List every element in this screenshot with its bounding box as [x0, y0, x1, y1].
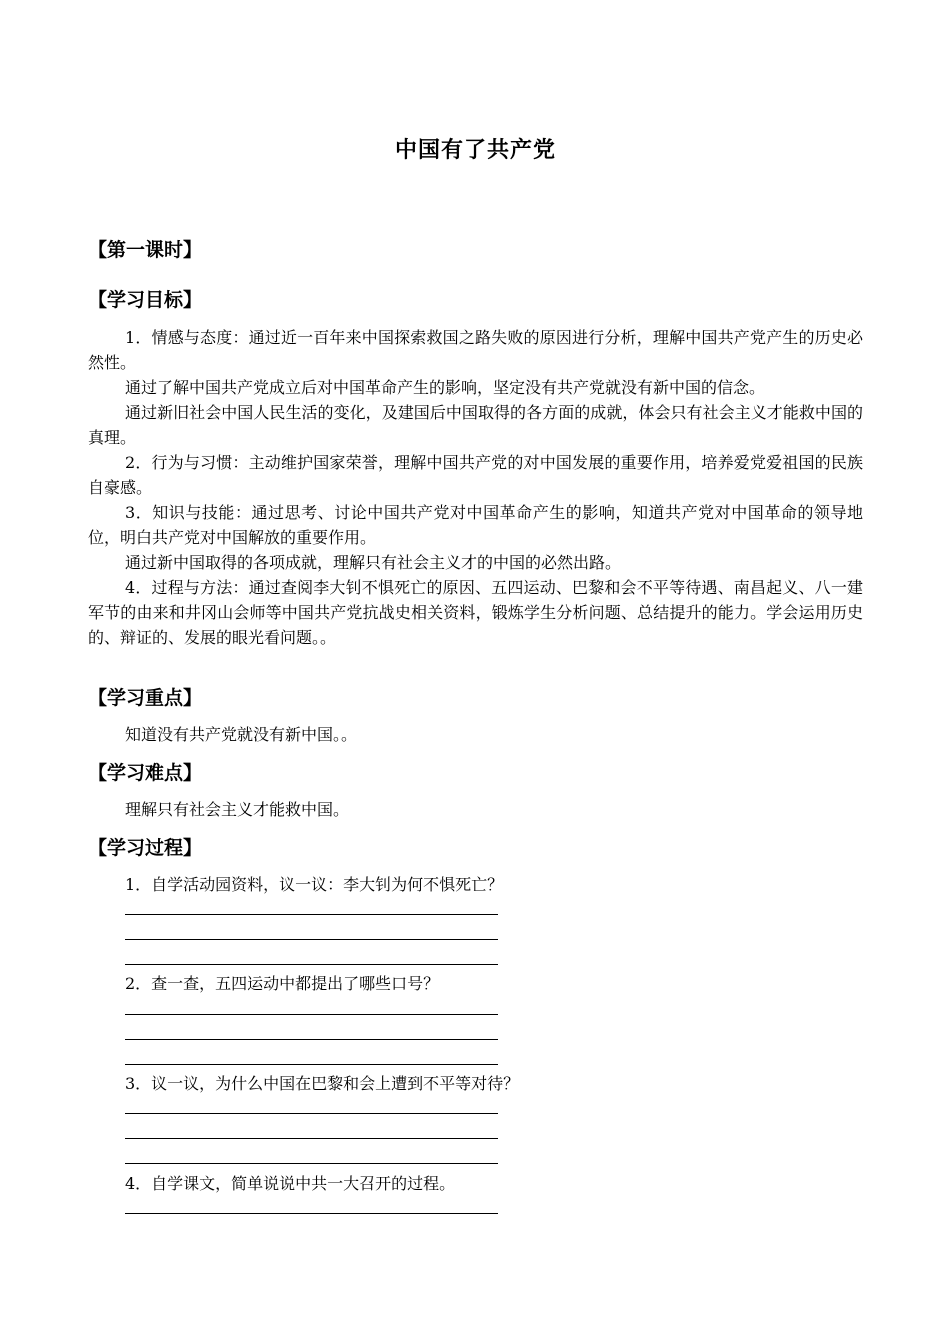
- answer-line[interactable]: [125, 1014, 498, 1015]
- answer-line[interactable]: [125, 1064, 498, 1065]
- objective-paragraph: 1．情感与态度：通过近一百年来中国探索救国之路失败的原因进行分析，理解中国共产党产生的历史必然性。: [88, 328, 863, 372]
- process-heading: 【学习过程】: [88, 837, 203, 859]
- objectives-section: [88, 325, 863, 650]
- objective-paragraph: 通过新中国取得的各项成就，理解只有社会主义才的中国的必然出路。: [125, 553, 622, 572]
- answer-line[interactable]: [125, 914, 498, 915]
- objective-paragraph: 4．过程与方法：通过查阅李大钊不惧死亡的原因、五四运动、巴黎和会不平等待遇、南昌起义、八一建军节的由来和井冈山会师等中国共产党抗战史相关资料，锻炼学生分析问题、总结提升的能力。学会运用历史的、辩证的、发展的眼光看问题。。: [88, 578, 863, 647]
- answer-line[interactable]: [125, 1163, 498, 1164]
- question-2: 2．查一查，五四运动中都提出了哪些口号？: [125, 974, 440, 993]
- difficulties-heading: 【学习难点】: [88, 762, 203, 784]
- objective-paragraph: 2．行为与习惯：主动维护国家荣誉，理解中国共产党的对中国发展的重要作用，培养爱党爱祖国的民族自豪感。: [88, 453, 863, 497]
- key-points-heading: 【学习重点】: [88, 687, 203, 709]
- answer-line[interactable]: [125, 939, 498, 940]
- question-4: 4．自学课文，简单说说中共一大召开的过程。: [125, 1174, 456, 1193]
- question-1: 1．自学活动园资料，议一议：李大钊为何不惧死亡？: [125, 875, 504, 894]
- answer-line[interactable]: [125, 1138, 498, 1139]
- objective-paragraph: 3．知识与技能：通过思考、讨论中国共产党对中国革命产生的影响，知道共产党对中国革命的领导地位，明白共产党对中国解放的重要作用。: [88, 503, 863, 547]
- answer-line[interactable]: [125, 1213, 498, 1214]
- question-3: 3．议一议，为什么中国在巴黎和会上遭到不平等对待？: [125, 1074, 520, 1093]
- difficulties-text: 理解只有社会主义才能救中国。: [125, 800, 350, 819]
- answer-line[interactable]: [125, 964, 498, 965]
- key-points-text: 知道没有共产党就没有新中国。。: [125, 725, 358, 744]
- answer-line[interactable]: [125, 1039, 498, 1040]
- objectives-heading: 【学习目标】: [88, 289, 203, 311]
- lesson-label: 【第一课时】: [88, 239, 203, 261]
- objective-paragraph: 通过了解中国共产党成立后对中国革命产生的影响，坚定没有共产党就没有新中国的信念。: [125, 378, 766, 397]
- document-title: 中国有了共产党: [394, 138, 556, 163]
- objective-paragraph: 通过新旧社会中国人民生活的变化，及建国后中国取得的各方面的成就，体会只有社会主义才能救中国的真理。: [88, 403, 863, 447]
- answer-line[interactable]: [125, 1113, 498, 1114]
